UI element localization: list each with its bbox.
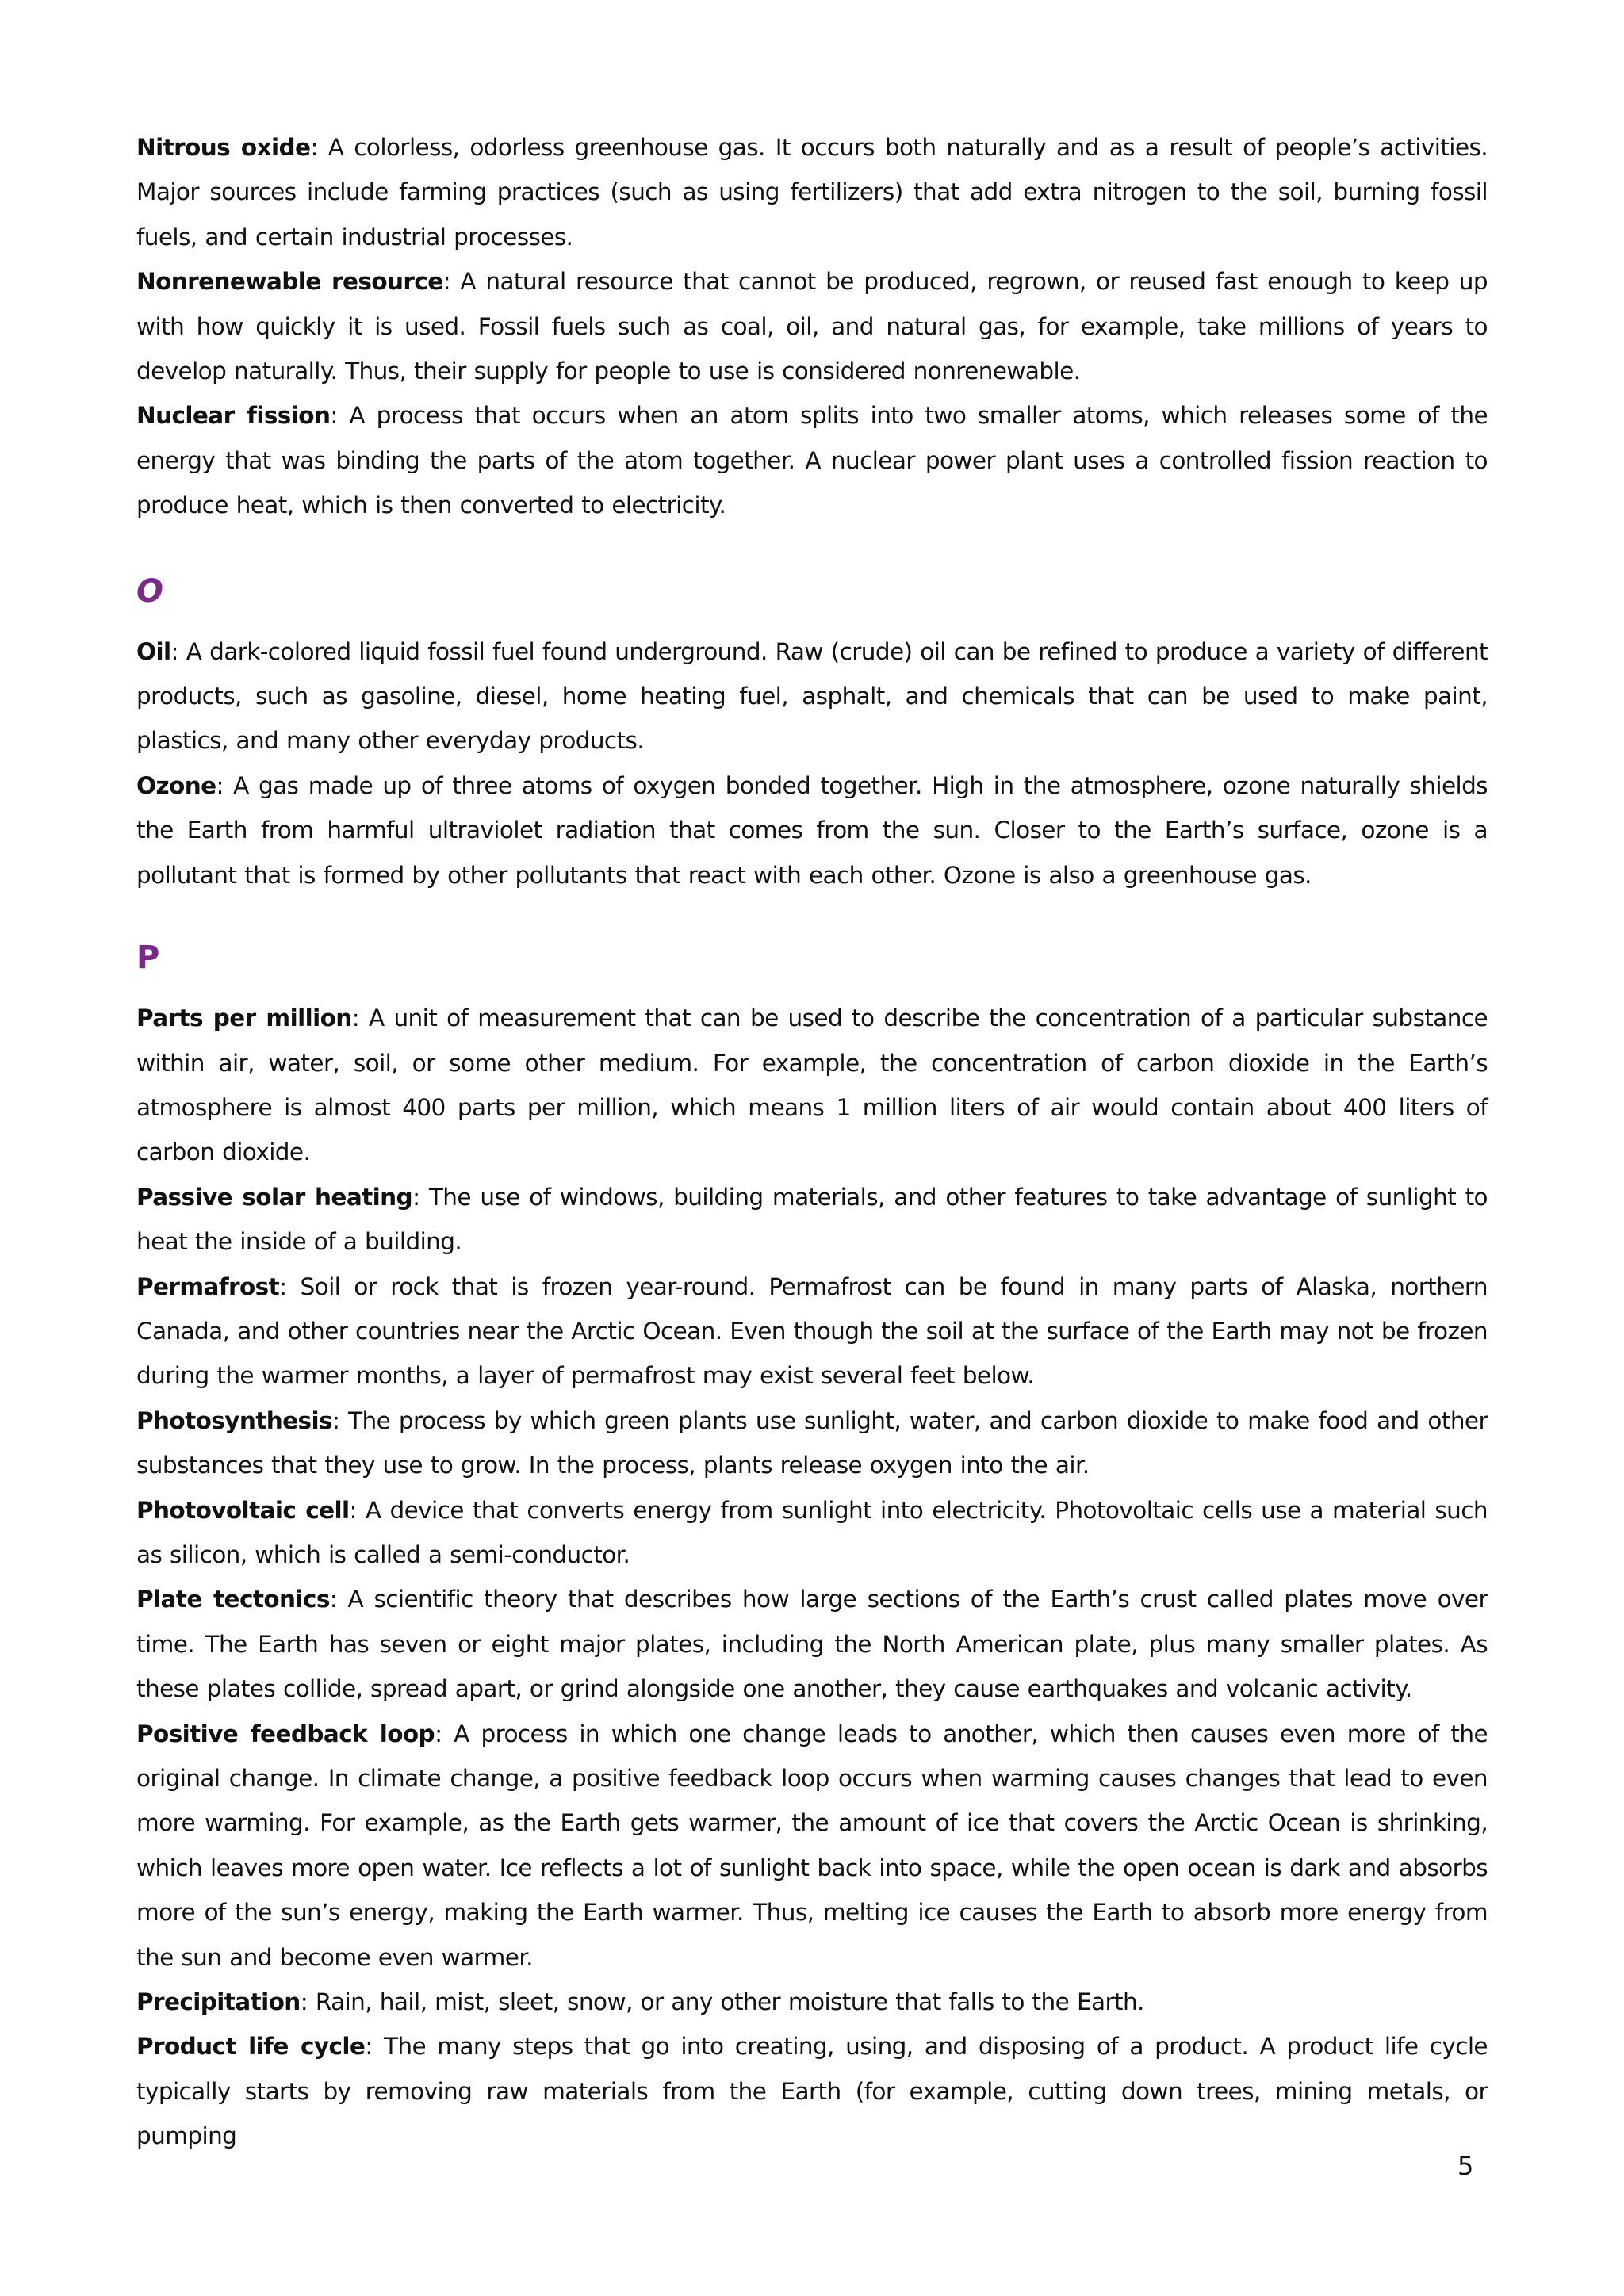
glossary-definition: A unit of measurement that can be used to describe the concentration of a particular substance within air, water, soil, or some other medium. For example, the concentration of carbon dioxide in the Earth’s atmosphere is almost 400 parts per million, which means 1 million liters of air would contain about 400 liters of carbon dioxide. [136, 1004, 1488, 1166]
term-separator: : [442, 268, 461, 296]
glossary-definition: The many steps that go into creating, using, and disposing of a product. A product life cycle typically starts by removing raw materials from the Earth (for example, cutting down trees, mining metals, or pumping [136, 2033, 1488, 2150]
section-letter-p: P [136, 939, 160, 977]
term-separator: : [216, 771, 234, 799]
glossary-entry [136, 1265, 1488, 1399]
glossary-term: Oil [136, 637, 171, 665]
glossary-entry [136, 1488, 1488, 1578]
glossary-term: Photosynthesis [136, 1406, 332, 1434]
term-separator: : [365, 2033, 384, 2061]
glossary-definition: A device that converts energy from sunlight into electricity. Photovoltaic cells use a material such as silicon, which is called a semi-conductor. [136, 1496, 1488, 1568]
glossary-entry [136, 1577, 1488, 1711]
glossary-term: Precipitation [136, 1988, 301, 2016]
glossary-entry [136, 259, 1488, 393]
glossary-page [136, 125, 1488, 2159]
term-separator: : [300, 1988, 316, 2016]
term-separator: : [330, 402, 350, 430]
glossary-definition: A gas made up of three atoms of oxygen bonded together. High in the atmosphere, ozone naturally shields the Earth from harmful ultraviolet radiation that comes from the sun. Closer to the Earth’s surface, ozone is a pollutant that is formed by other pollutants that react with each other. Ozone is also a greenhouse gas. [136, 771, 1488, 889]
glossary-entry [136, 1175, 1488, 1265]
section-n [136, 125, 1488, 528]
section-letter-o: O [136, 572, 164, 610]
glossary-definition: A process that occurs when an atom splits into two smaller atoms, which releases some of the energy that was binding the parts of the atom together. A nuclear power plant uses a controlled fission reaction to produce heat, which is then converted to electricity. [136, 402, 1488, 519]
glossary-term: Parts per million [136, 1004, 352, 1032]
glossary-term: Permafrost [136, 1272, 280, 1300]
glossary-definition: Soil or rock that is frozen year-round. Permafrost can be found in many parts of Alaska, northern Canada, and other countries near the Arctic Ocean. Even though the soil at the surface of the Earth may not be frozen during the warmer months, a layer of permafrost may exist several feet below. [136, 1272, 1488, 1390]
glossary-definition: A colorless, odorless greenhouse gas. It occurs both naturally and as a result of people’s activities. Major sources include farming practices (such as using fertilizers) that add extra nitrogen to the soil, burning fossil fuels, and certain industrial processes. [136, 134, 1488, 251]
glossary-entry [136, 125, 1488, 259]
glossary-term: Ozone [136, 771, 216, 799]
page-number: 5 [1457, 2151, 1474, 2181]
glossary-term: Nuclear fission [136, 402, 331, 430]
term-separator: : [332, 1406, 349, 1434]
glossary-term: Plate tectonics [136, 1586, 330, 1613]
glossary-entry [136, 2024, 1488, 2158]
glossary-entry [136, 1399, 1488, 1488]
term-separator: : [349, 1496, 366, 1524]
glossary-definition: The use of windows, building materials, and other features to take advantage of sunlight to heat the inside of a building. [136, 1183, 1488, 1256]
glossary-term: Nonrenewable resource [136, 268, 443, 296]
glossary-definition: A dark-colored liquid fossil fuel found underground. Raw (crude) oil can be refined to produce a variety of different products, such as gasoline, diesel, home heating fuel, asphalt, and chemicals that can be used to make paint, plastics, and many other everyday products. [136, 637, 1488, 755]
glossary-term: Positive feedback loop [136, 1720, 435, 1747]
glossary-term: Photovoltaic cell [136, 1496, 350, 1524]
glossary-entry [136, 996, 1488, 1175]
glossary-entry [136, 1712, 1488, 1980]
term-separator: : [329, 1586, 348, 1613]
glossary-entry [136, 393, 1488, 527]
glossary-definition: A natural resource that cannot be produced, regrown, or reused fast enough to keep up with how quickly it is used. Fossil fuels such as coal, oil, and natural gas, for example, take millions of years to develop naturally. Thus, their supply for people to use is considered nonrenewable. [136, 268, 1488, 385]
term-separator: : [310, 134, 328, 161]
glossary-term: Passive solar heating [136, 1183, 413, 1211]
section-o [136, 629, 1488, 897]
glossary-term: Nitrous oxide [136, 134, 311, 161]
glossary-definition: The process by which green plants use sunlight, water, and carbon dioxide to make food and other substances that they use to grow. In the process, plants release oxygen into the air. [136, 1406, 1488, 1479]
term-separator: : [170, 637, 186, 665]
term-separator: : [412, 1183, 429, 1211]
glossary-entry [136, 763, 1488, 897]
term-separator: : [351, 1004, 369, 1032]
section-p [136, 996, 1488, 2159]
glossary-entry [136, 1980, 1488, 2024]
glossary-definition: A scientific theory that describes how large sections of the Earth’s crust called plates move over time. The Earth has seven or eight major plates, including the North American plate, plus many smaller plates. As these plates collide, spread apart, or grind alongside one another, they cause earthquakes and volcanic activity. [136, 1586, 1488, 1703]
glossary-definition: A process in which one change leads to another, which then causes even more of the original change. In climate change, a positive feedback loop occurs when warming causes changes that lead to even more warming. For example, as the Earth gets warmer, the amount of ice that covers the Arctic Ocean is shrinking, which leaves more open water. Ice reflects a lot of sunlight back into space, while the open ocean is dark and absorbs more of the sun’s energy, making the Earth warmer. Thus, melting ice causes the Earth to absorb more energy from the sun and become even warmer. [136, 1720, 1488, 1971]
term-separator: : [435, 1720, 454, 1747]
term-separator: : [279, 1272, 301, 1300]
glossary-term: Product life cycle [136, 2033, 366, 2061]
glossary-definition: Rain, hail, mist, sleet, snow, or any other moisture that falls to the Earth. [315, 1988, 1144, 2016]
glossary-entry [136, 629, 1488, 763]
